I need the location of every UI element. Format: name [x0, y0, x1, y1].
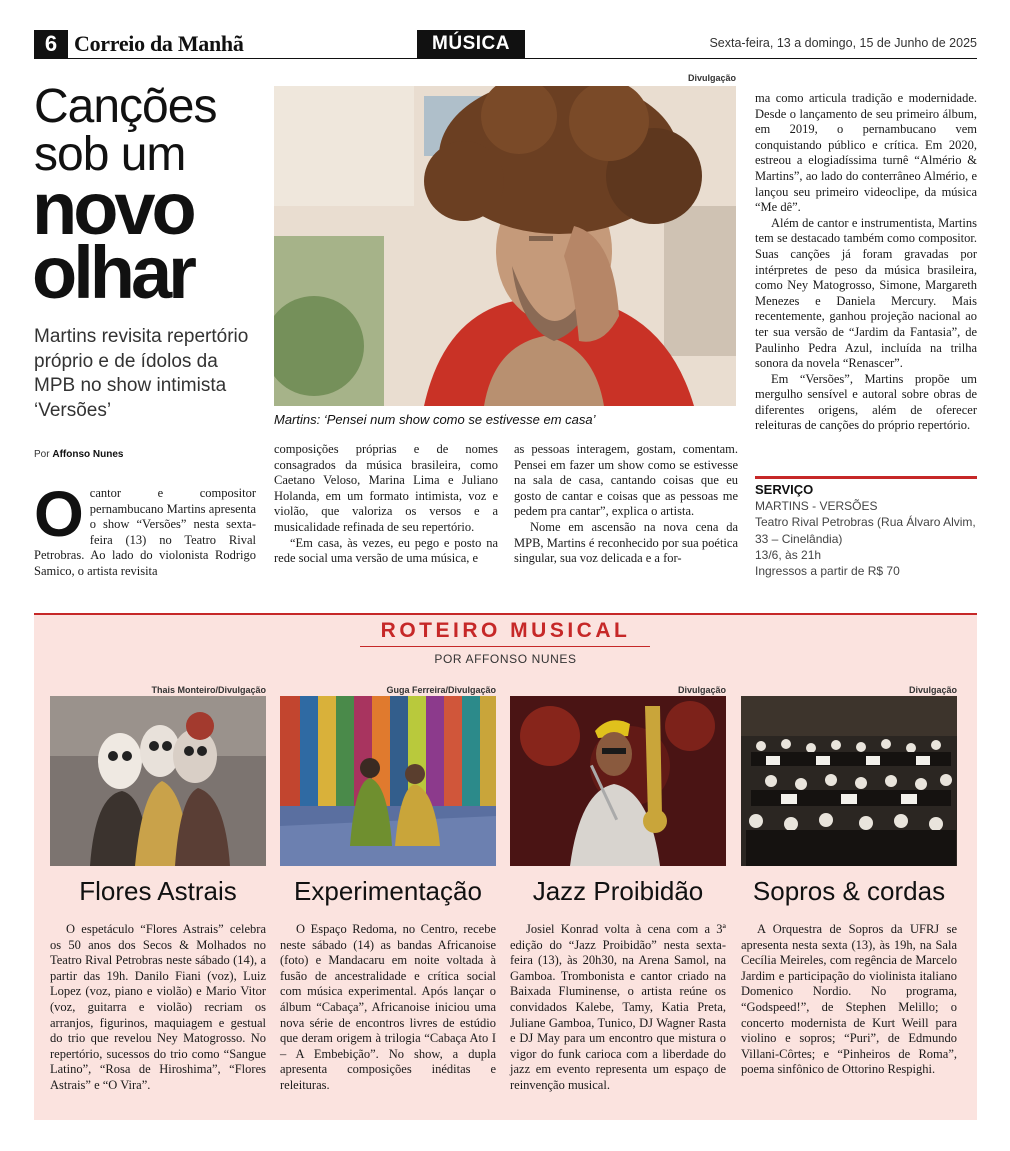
headline-line-2: sob um [34, 128, 186, 181]
header-rule [34, 58, 977, 59]
servico-title: SERVIÇO [755, 482, 814, 497]
article-paragraph: ma como articula tradição e modernidade. Desde o lançamento de seu primeiro álbum, em 2019, o pernambucano vem conquistando público e crítica. Em 2020, estreou a elogiadíssima turnê “Almério & Martins”, ao lado do conterrâneo Almério, e lançou seu primeiro videoclipe, da música “Me dê”. [755, 91, 977, 215]
card-title: Flores Astrais [79, 876, 237, 906]
article-column-2 [274, 442, 498, 567]
card-photo-illustration [510, 696, 726, 866]
card-paragraph: O espetáculo “Flores Astrais” celebra os 50 anos dos Secos & Molhados no Teatro Rival Petrobras neste sábado (14), a partir das 19h. Danilo Fiani (voz), Luiz Lopez (voz, piano e violão) e Mario Vitor (voz, guitarra e violão) recriam os arranjos, figurinos, maquiagem e gestual do trio que revelou Ney Matogrosso. No repertório, sucessos do trio como “Sangue Latino”, “Rosa de Hiroshima”, “Flores Astrais” e “O Vira”. [50, 922, 266, 1092]
article-column-4 [755, 91, 977, 434]
headline-line-3: novo [32, 167, 193, 250]
article-paragraph: “Em casa, às vezes, eu pego e posto na rede social uma versão de uma música, e [274, 535, 498, 566]
headline-line-1: Canções [34, 80, 217, 133]
card-title: Sopros & cordas [752, 876, 946, 906]
roteiro-title-underline [360, 646, 650, 647]
drop-cap: O [34, 478, 84, 550]
servico-schedule: 13/6, às 21h [755, 547, 822, 562]
card-photo-illustration [280, 696, 496, 866]
card-photo-credit: Thais Monteiro/Divulgação [151, 685, 266, 695]
article-lead-text: cantor e compositor pernambucano Martins apresenta o show “Versões” nesta sexta-feira (13) no Teatro Rival Petrobras. Ao lado do violonista Rodrigo Samico, o artista revisita [34, 486, 256, 578]
article-column-1 [34, 478, 256, 580]
card-text [741, 922, 957, 1078]
card-paragraph: Josiel Konrad volta à cena com a 3ª edição do “Jazz Proibidão” nesta sexta-feira (13), às 20h30, na Arena Samol, na Gamboa. Trombonista e cantor criado na Baixada Fluminense, o artista reúne os convidados Kalebe, Tamy, Katia Preta, Juliane Gamboa, Tunico, DJ Wagner Rasta e DJ May para um encontro que mistura o vigor do funk carioca com a liberdade do jazz em evento representa um espaço de reinvenção musical. [510, 922, 726, 1092]
subheadline: Martins revisita repertório próprio e de ídolos da MPB no show intimista ‘Versões’ [34, 326, 249, 421]
card-photo-credit: Guga Ferreira/Divulgação [386, 685, 496, 695]
photo-credit: Divulgação [687, 73, 736, 83]
card-photo-illustration [741, 696, 957, 866]
card-text [510, 922, 726, 1094]
headline-line-4: olhar [32, 231, 193, 314]
card-title: Experimentação [294, 876, 482, 906]
article-column-3 [514, 442, 738, 567]
issue-date: Sexta-feira, 13 a domingo, 15 de Junho de 2025 [709, 36, 977, 50]
card-paragraph: A Orquestra de Sopros da UFRJ se apresenta nesta sexta (13), às 19h, na Sala Cecília Meireles, com regência de Marcelo Jardim e participação do violinista italiano Domenico Nordio. No programa, “Godspeed!”, de Stephen Melillo; o concerto modernista de Kurt Weill para violino e sopros; “Puri”, de Edmundo Villani-Côrtes; e “Pinheiros de Roma”, poema sinfônico de Ottorino Respighi. [741, 922, 957, 1077]
servico-rule [755, 476, 977, 479]
card-photo-experimentacao [280, 696, 496, 866]
servico-venue: Teatro Rival Petrobras (Rua Álvaro Alvim, 33 – Cinelândia) [755, 515, 976, 546]
card-photo-credit: Divulgação [677, 685, 726, 695]
article-paragraph: Nome em ascensão na nova cena da MPB, Martins é reconhecido por sua poética singular, sua voz delicada e a for- [514, 519, 738, 566]
servico-price: Ingressos a partir de R$ 70 [755, 564, 900, 579]
section-label: MÚSICA [417, 30, 525, 58]
article-paragraph: Além de cantor e instrumentista, Martins tem se destacado também como compositor. Suas canções já foram gravadas por intérpretes de peso da música brasileira, como Ney Matogrosso, Simone, Margareth Menezes e Daniela Mercury. Mais recentemente, ganhou projeção nacional ao ter sua versão de “Jardim da Fantasia”, de Paulinho Pedra Azul, incluída na trilha sonora da novela “Renascer”. [755, 215, 977, 371]
page-number: 6 [34, 30, 68, 58]
main-photo-illustration [274, 86, 736, 406]
article-paragraph: composições próprias e de nomes consagrados da música brasileira, como Caetano Veloso, Marina Lima e Juliano Holanda, em um formato intimista, voz e violão, que valoriza os versos e a musicalidade refinada de seu repertório. [274, 442, 498, 534]
roteiro-title: ROTEIRO MUSICAL [380, 619, 631, 642]
main-photo [274, 86, 736, 406]
card-paragraph: O Espaço Redoma, no Centro, recebe neste sábado (14) as bandas Africanoise (foto) e Mandacaru em noite voltada à fusão de ancestralidade e crítica social com música experimental. Após lançar o álbum “Cabaça”, Africanoise iniciou uma nova série de encontros livres de estúdio que deram origem à trilogia “Cabaça Ato I – A Embebição”. No show, a dupla apresenta composições inéditas e releituras. [280, 922, 496, 1092]
card-photo-sopros-cordas [741, 696, 957, 866]
card-title: Jazz Proibidão [532, 876, 704, 906]
byline-prefix: Por [34, 449, 50, 460]
card-photo-jazz-proibidao [510, 696, 726, 866]
byline [34, 449, 123, 460]
publication-name: Correio da Manhã [74, 31, 244, 56]
card-text [280, 922, 496, 1094]
roteiro-top-rule [34, 613, 977, 615]
servico-info [755, 498, 977, 579]
article-paragraph: Em “Versões”, Martins propõe um mergulho sensível e autoral sobre obras de diferentes origens, além de oferecer releituras de canções do próprio repertório. [755, 371, 977, 433]
photo-caption: Martins: ‘Pensei num show como se estivesse em casa’ [274, 412, 596, 427]
card-text [50, 922, 266, 1094]
card-photo-credit: Divulgação [908, 685, 957, 695]
roteiro-byline: POR AFFONSO NUNES [434, 652, 577, 666]
article-paragraph: as pessoas interagem, gostam, comentam. Pensei em fazer um show como se estivesse na sala de casa, cantando coisas que eu gosto de cantar e coisas que as pessoas me pedem pra cantar”, explica o artista. [514, 442, 738, 519]
servico-show: MARTINS - VERSÕES [755, 499, 878, 513]
card-photo-flores-astrais [50, 696, 266, 866]
byline-author: Affonso Nunes [52, 449, 124, 460]
card-photo-illustration [50, 696, 266, 866]
